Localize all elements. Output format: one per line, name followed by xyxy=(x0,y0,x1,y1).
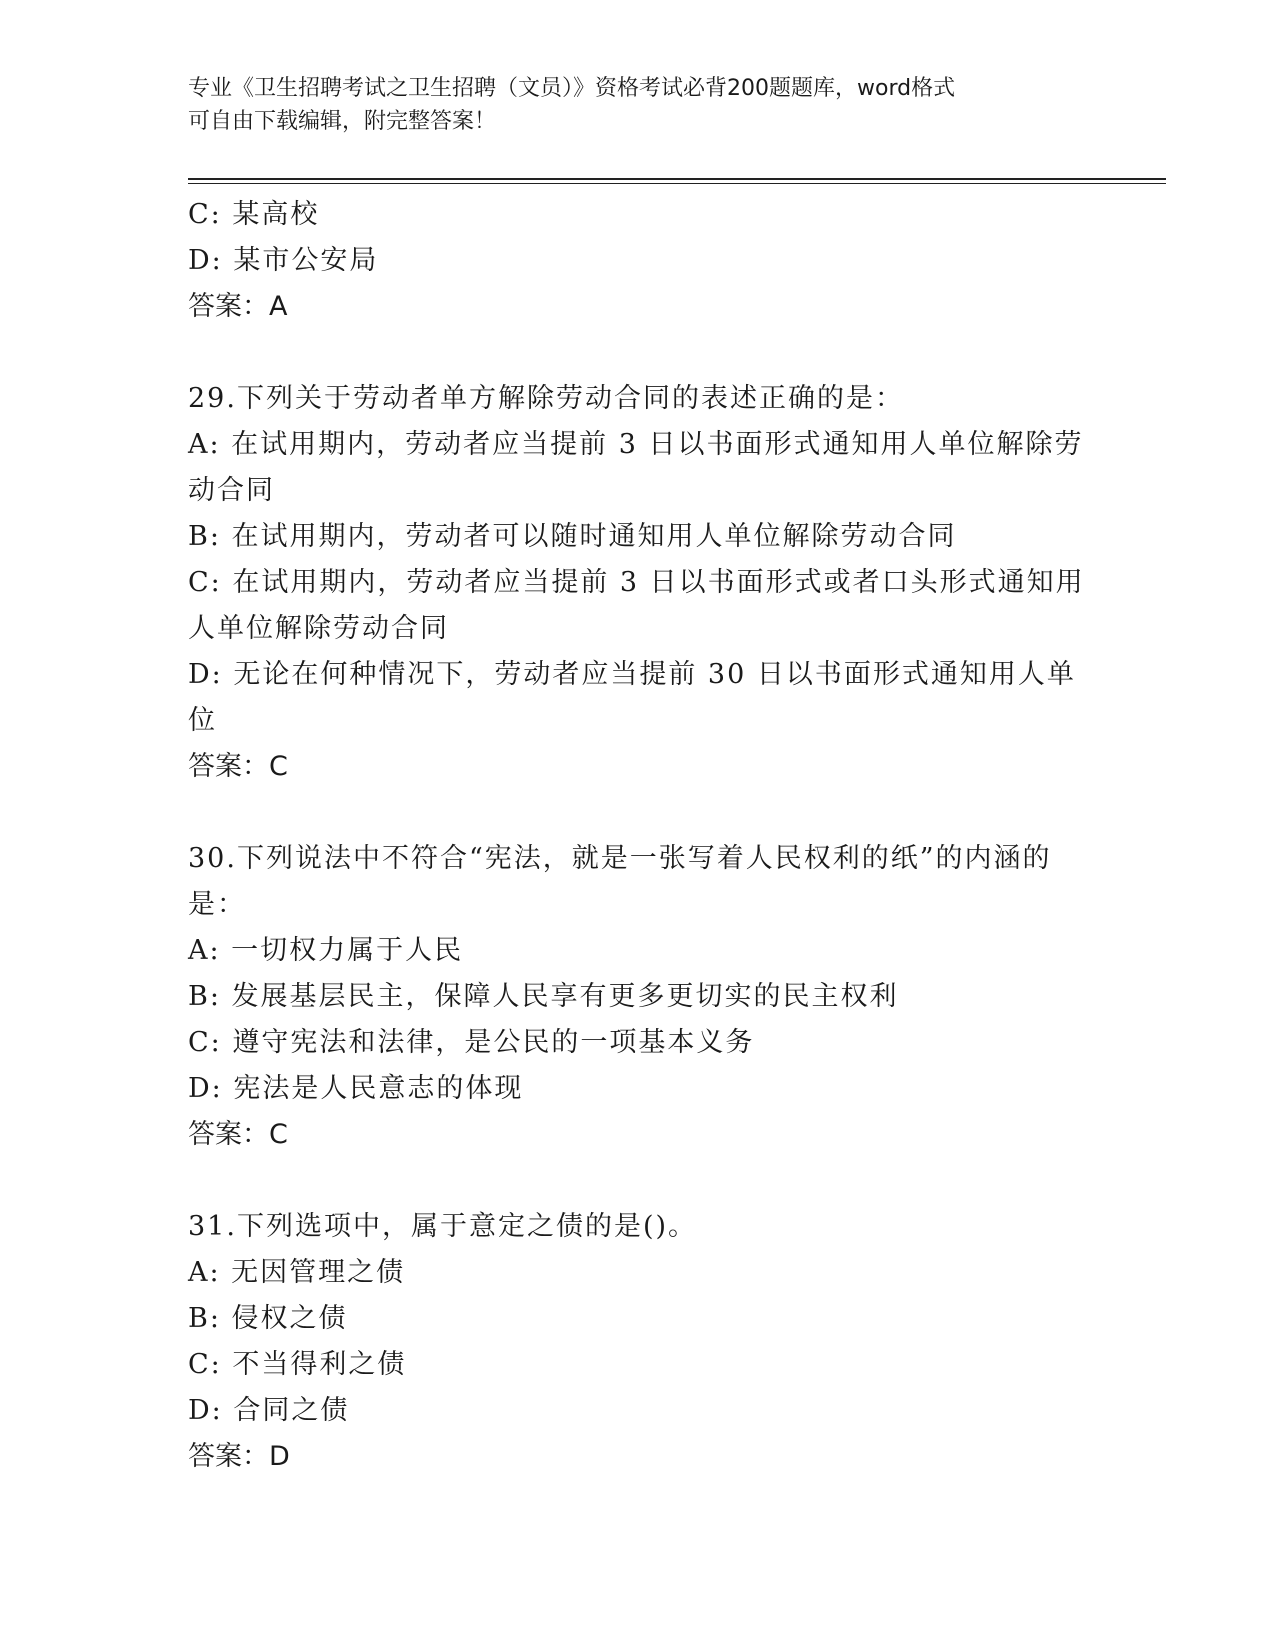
header-rule-thick xyxy=(188,178,1166,180)
question-30-option-a: A: 一切权力属于人民 xyxy=(188,935,464,966)
option-c: C: 某高校 xyxy=(188,199,320,230)
question-29-option-a-cont: 动合同 xyxy=(188,475,275,506)
question-31-option-c: C: 不当得利之债 xyxy=(188,1349,407,1380)
question-31-option-b: B: 侵权之债 xyxy=(188,1303,348,1334)
question-29-option-a: A: 在试用期内，劳动者应当提前 3 日以书面形式通知用人单位解除劳 xyxy=(188,429,1084,460)
question-29-option-c-cont: 人单位解除劳动合同 xyxy=(188,613,449,644)
question-30-answer: 答案：C xyxy=(188,1119,288,1150)
question-30-option-b: B: 发展基层民主，保障人民享有更多更切实的民主权利 xyxy=(188,981,899,1012)
question-30-stem: 30.下列说法中不符合“宪法，就是一张写着人民权利的纸”的内涵的 xyxy=(188,843,1052,874)
question-29-option-d: D: 无论在何种情况下，劳动者应当提前 30 日以书面形式通知用人单 xyxy=(188,659,1076,690)
header-rule-thin xyxy=(188,183,1166,184)
spacer xyxy=(188,1158,1088,1204)
header-line-1: 专业《卫生招聘考试之卫生招聘（文员）》资格考试必背200题题库，word格式 xyxy=(188,76,956,101)
spacer xyxy=(188,330,1088,376)
question-30-option-c: C: 遵守宪法和法律，是公民的一项基本义务 xyxy=(188,1027,755,1058)
question-29-option-c: C: 在试用期内，劳动者应当提前 3 日以书面形式或者口头形式通知用 xyxy=(188,567,1085,598)
header-line-2: 可自由下载编辑，附完整答案！ xyxy=(188,109,497,134)
question-29-option-d-cont: 位 xyxy=(188,705,217,736)
question-30-option-d: D: 宪法是人民意志的体现 xyxy=(188,1073,524,1104)
answer: 答案：A xyxy=(188,291,288,322)
question-30-stem-cont: 是： xyxy=(188,889,246,920)
question-29-stem: 29.下列关于劳动者单方解除劳动合同的表述正确的是： xyxy=(188,383,904,414)
question-31-option-a: A: 无因管理之债 xyxy=(188,1257,406,1288)
question-29-answer: 答案：C xyxy=(188,751,288,782)
document-header xyxy=(188,72,1088,138)
question-29-option-b: B: 在试用期内，劳动者可以随时通知用人单位解除劳动合同 xyxy=(188,521,957,552)
option-d: D: 某市公安局 xyxy=(188,245,379,276)
question-31-option-d: D: 合同之债 xyxy=(188,1395,350,1426)
question-31-stem: 31.下列选项中，属于意定之债的是()。 xyxy=(188,1211,698,1242)
spacer xyxy=(188,790,1088,836)
question-31-answer: 答案：D xyxy=(188,1441,290,1472)
question-list xyxy=(188,192,1088,1480)
